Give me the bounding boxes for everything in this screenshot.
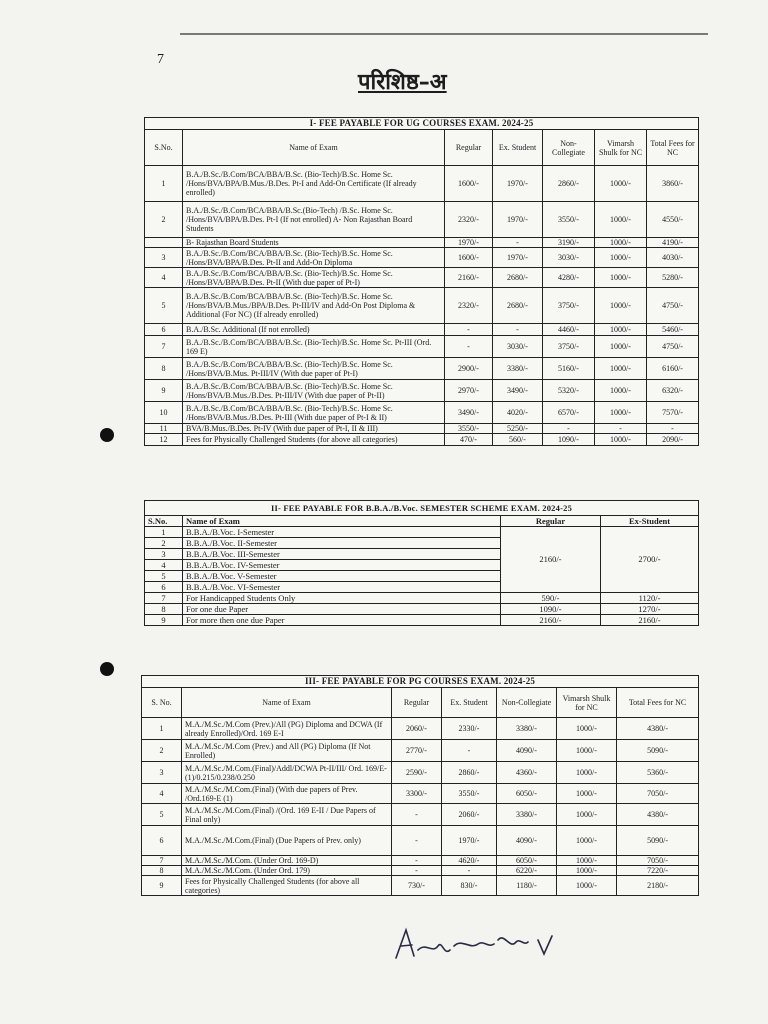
ug-cell: 1600/-	[445, 166, 493, 202]
ug-cell: 1970/-	[445, 238, 493, 248]
ug-cell: 3	[145, 248, 183, 268]
pg-cell: 1000/-	[557, 740, 617, 762]
bba-sno-cell: 2	[145, 538, 183, 549]
pg-cell: M.A./M.Sc./M.Com. (Under Ord. 179)	[182, 866, 392, 876]
ug-table-row	[145, 324, 699, 336]
ug-cell: B.A./B.Sc./B.Com/BCA/BBA/B.Sc. (Bio-Tech)/B.Sc. Home Sc. Pt-III (Ord. 169 E)	[183, 336, 445, 358]
punch-hole-2	[100, 662, 114, 676]
pg-table-row	[142, 718, 699, 740]
ug-cell: 1000/-	[595, 336, 647, 358]
pg-cell: 6050/-	[497, 856, 557, 866]
ug-cell: 6320/-	[647, 380, 699, 402]
ug-cell: 4750/-	[647, 336, 699, 358]
pg-cell: 3380/-	[497, 804, 557, 826]
pg-cell: 1000/-	[557, 718, 617, 740]
pg-cell: 7	[142, 856, 182, 866]
ug-cell: -	[647, 424, 699, 434]
ug-cell: BVA/B.Mus./B.Des. Pt-IV (With due paper of Pt-I, II & III)	[183, 424, 445, 434]
pg-cell: 1970/-	[442, 826, 497, 856]
pg-cell: 1000/-	[557, 876, 617, 896]
pg-cell: 7050/-	[617, 856, 699, 866]
pg-cell: 4	[142, 784, 182, 804]
bba-semester-ex: 2700/-	[601, 527, 699, 593]
pg-table-row	[142, 856, 699, 866]
ug-cell: 3750/-	[543, 336, 595, 358]
ug-cell: B.A./B.Sc./B.Com/BCA/BBA/B.Sc.(Bio-Tech) /B.Sc. Home Sc. /Hons/BVA/BPA/B.Des. Pt-I (If not enrolled) A- Non Rajasthan Board Students	[183, 202, 445, 238]
pg-table-row	[142, 826, 699, 856]
ug-cell: 1000/-	[595, 238, 647, 248]
ug-header-cell: Total Fees for NC	[647, 130, 699, 166]
pg-header-cell: Vimarsh Shulk for NC	[557, 688, 617, 718]
pg-cell: 2180/-	[617, 876, 699, 896]
pg-cell: 3300/-	[392, 784, 442, 804]
bba-sno-cell: 1	[145, 527, 183, 538]
ug-cell: B.A./B.Sc./B.Com/BCA/BBA/B.Sc. (Bio-Tech)/B.Sc. Home Sc. /Hons/BVA/BPA/B.Des. Pt-II (With due paper of Pt-I)	[183, 268, 445, 288]
pg-cell: 9	[142, 876, 182, 896]
bba-header-ex: Ex-Student	[601, 516, 699, 527]
ug-table-row	[145, 424, 699, 434]
ug-cell: 4550/-	[647, 202, 699, 238]
ug-cell: 9	[145, 380, 183, 402]
ug-cell: 1000/-	[595, 402, 647, 424]
bba-sno-cell: 3	[145, 549, 183, 560]
ug-header-cell: Non-Collegiate	[543, 130, 595, 166]
bba-header-name: Name of Exam	[183, 516, 501, 527]
pg-cell: 1000/-	[557, 784, 617, 804]
pg-cell: 7050/-	[617, 784, 699, 804]
ug-cell: 6160/-	[647, 358, 699, 380]
ug-cell: 7	[145, 336, 183, 358]
ug-cell: 2900/-	[445, 358, 493, 380]
ug-cell: 5460/-	[647, 324, 699, 336]
ug-table-row	[145, 402, 699, 424]
bba-sno-cell: 6	[145, 582, 183, 593]
ug-cell: 2970/-	[445, 380, 493, 402]
ug-cell: 1000/-	[595, 324, 647, 336]
ug-cell: -	[493, 238, 543, 248]
ug-cell: B.A./B.Sc./B.Com/BCA/BBA/B.Sc. (Bio-Tech)/B.Sc. Home Sc. /Hons/BVA/B.Mus./B.Des. Pt-III/IV (With due paper of Pt-II)	[183, 380, 445, 402]
ug-table-title: I- FEE PAYABLE FOR UG COURSES EXAM. 2024-25	[145, 118, 699, 130]
ug-cell: B.A./B.Sc./B.Com/BCA/BBA/B.Sc. (Bio-Tech)/B.Sc. Home Sc. /Hons/BVA/BPA/B.Mus./B.Des. Pt-I and Add-On Certificate (If already enrolled)	[183, 166, 445, 202]
ug-table-row	[145, 238, 699, 248]
bba-header-regular: Regular	[501, 516, 601, 527]
pg-cell: 2	[142, 740, 182, 762]
ug-cell	[145, 238, 183, 248]
ug-cell: 1600/-	[445, 248, 493, 268]
pg-cell: 2060/-	[442, 804, 497, 826]
bba-cell: 1090/-	[501, 604, 601, 615]
pg-cell: 6050/-	[497, 784, 557, 804]
bba-name-cell: B.B.A./B.Voc. II-Semester	[183, 538, 501, 549]
ug-cell: 10	[145, 402, 183, 424]
pg-cell: 1000/-	[557, 826, 617, 856]
ug-cell: B.A./B.Sc./B.Com/BCA/BBA/B.Sc. (Bio-Tech)/B.Sc. Home Sc. /Hons/BVA/B.Mus./B.Des. Pt-III (With due paper of Pt-I & II)	[183, 402, 445, 424]
pg-cell: 5090/-	[617, 826, 699, 856]
pg-cell: Fees for Physically Challenged Students (for above all categories)	[182, 876, 392, 896]
ug-cell: 5320/-	[543, 380, 595, 402]
pg-cell: 2590/-	[392, 762, 442, 784]
ug-cell: 1000/-	[595, 248, 647, 268]
bba-name-cell: B.B.A./B.Voc. V-Semester	[183, 571, 501, 582]
ug-cell: 4020/-	[493, 402, 543, 424]
pg-cell: 8	[142, 866, 182, 876]
pg-cell: 1000/-	[557, 804, 617, 826]
pg-header-cell: Name of Exam	[182, 688, 392, 718]
pg-cell: 3550/-	[442, 784, 497, 804]
ug-cell: 4750/-	[647, 288, 699, 324]
ug-cell: 3190/-	[543, 238, 595, 248]
ug-cell: 3030/-	[543, 248, 595, 268]
pg-cell: 2060/-	[392, 718, 442, 740]
pg-cell: 1000/-	[557, 866, 617, 876]
ug-table-row	[145, 434, 699, 446]
ug-cell: 1000/-	[595, 166, 647, 202]
pg-cell: 730/-	[392, 876, 442, 896]
ug-cell: 6570/-	[543, 402, 595, 424]
pg-header-cell: S. No.	[142, 688, 182, 718]
ug-header-cell: S.No.	[145, 130, 183, 166]
ug-cell: 560/-	[493, 434, 543, 446]
ug-cell: 1000/-	[595, 288, 647, 324]
pg-cell: 4620/-	[442, 856, 497, 866]
pg-header-cell: Ex. Student	[442, 688, 497, 718]
bba-name-cell: B.B.A./B.Voc. III-Semester	[183, 549, 501, 560]
bba-cell: 2160/-	[501, 615, 601, 626]
ug-cell: 5160/-	[543, 358, 595, 380]
pg-cell: M.A./M.Sc./M.Com (Prev.) and All (PG) Diploma (If Not Enrolled)	[182, 740, 392, 762]
pg-cell: 3	[142, 762, 182, 784]
bba-table-row	[145, 615, 699, 626]
pg-cell: -	[442, 866, 497, 876]
ug-cell: 1000/-	[595, 380, 647, 402]
pg-cell: 6	[142, 826, 182, 856]
ug-cell: 1970/-	[493, 202, 543, 238]
ug-cell: 3490/-	[445, 402, 493, 424]
ug-cell: 5280/-	[647, 268, 699, 288]
signature	[392, 920, 562, 970]
pg-table-row	[142, 784, 699, 804]
ug-table-row	[145, 268, 699, 288]
ug-cell: 3030/-	[493, 336, 543, 358]
ug-cell: 11	[145, 424, 183, 434]
pg-cell: -	[392, 866, 442, 876]
ug-cell: -	[595, 424, 647, 434]
pg-cell: M.A./M.Sc./M.Com. (Under Ord. 169-D)	[182, 856, 392, 866]
ug-header-cell: Ex. Student	[493, 130, 543, 166]
pg-cell: M.A./M.Sc./M.Com (Prev.)/All (PG) Diploma and DCWA (If already Enrolled)/Ord. 169 E-I	[182, 718, 392, 740]
ug-cell: 4280/-	[543, 268, 595, 288]
ug-cell: 4460/-	[543, 324, 595, 336]
pg-header-cell: Total Fees for NC	[617, 688, 699, 718]
pg-cell: -	[392, 804, 442, 826]
ug-cell: 2160/-	[445, 268, 493, 288]
ug-cell: B.A./B.Sc./B.Com/BCA/BBA/B.Sc. (Bio-Tech)/B.Sc. Home Sc. /Hons/BVA/BPA/B.Des. Pt-II and Add-On Diploma	[183, 248, 445, 268]
ug-cell: -	[543, 424, 595, 434]
ug-cell: 4030/-	[647, 248, 699, 268]
pg-cell: 6220/-	[497, 866, 557, 876]
pg-header-cell: Regular	[392, 688, 442, 718]
pg-cell: M.A./M.Sc./M.Com.(Final) (Due Papers of Prev. only)	[182, 826, 392, 856]
ug-cell: 6	[145, 324, 183, 336]
bba-cell: 9	[145, 615, 183, 626]
ug-cell: 3550/-	[543, 202, 595, 238]
ug-cell: 2	[145, 202, 183, 238]
bba-fee-table	[144, 500, 699, 626]
ug-table-row	[145, 288, 699, 324]
pg-table-title: III- FEE PAYABLE FOR PG COURSES EXAM. 2024-25	[142, 676, 699, 688]
ug-cell: 1970/-	[493, 248, 543, 268]
bba-table-row	[145, 527, 699, 538]
ug-cell: -	[445, 324, 493, 336]
pg-cell: 2330/-	[442, 718, 497, 740]
ug-header-cell: Name of Exam	[183, 130, 445, 166]
bba-cell: For more then one due Paper	[183, 615, 501, 626]
pg-cell: 830/-	[442, 876, 497, 896]
pg-cell: 5360/-	[617, 762, 699, 784]
pg-cell: M.A./M.Sc./M.Com.(Final)/Addl/DCWA Pt-II/III/ Ord. 169/E-(1)/0.215/0.238/0.250	[182, 762, 392, 784]
ug-cell: 1000/-	[595, 202, 647, 238]
ug-cell: 3750/-	[543, 288, 595, 324]
ug-cell: -	[445, 336, 493, 358]
bba-semester-regular: 2160/-	[501, 527, 601, 593]
bba-name-cell: B.B.A./B.Voc. IV-Semester	[183, 560, 501, 571]
ug-cell: 2320/-	[445, 288, 493, 324]
bba-table-title: II- FEE PAYABLE FOR B.B.A./B.Voc. SEMESTER SCHEME EXAM. 2024-25	[145, 501, 699, 516]
ug-cell: 1000/-	[595, 358, 647, 380]
ug-fee-table	[144, 117, 699, 446]
pg-cell: 4380/-	[617, 804, 699, 826]
pg-cell: 1000/-	[557, 762, 617, 784]
ug-cell: 2680/-	[493, 268, 543, 288]
ug-cell: 3490/-	[493, 380, 543, 402]
pg-cell: 5090/-	[617, 740, 699, 762]
ug-cell: 3860/-	[647, 166, 699, 202]
ug-cell: 4190/-	[647, 238, 699, 248]
ug-cell: 1970/-	[493, 166, 543, 202]
ug-cell: 470/-	[445, 434, 493, 446]
ug-cell: -	[493, 324, 543, 336]
pg-cell: 1180/-	[497, 876, 557, 896]
ug-cell: 2090/-	[647, 434, 699, 446]
ug-cell: 1090/-	[543, 434, 595, 446]
pg-table-row	[142, 876, 699, 896]
ug-cell: 3380/-	[493, 358, 543, 380]
ug-table-row	[145, 166, 699, 202]
bba-table-row	[145, 593, 699, 604]
punch-hole-1	[100, 428, 114, 442]
pg-cell: 4090/-	[497, 826, 557, 856]
ug-header-cell: Regular	[445, 130, 493, 166]
bba-name-cell: B.B.A./B.Voc. I-Semester	[183, 527, 501, 538]
bba-table-row	[145, 604, 699, 615]
pg-header-cell: Non-Collegiate	[497, 688, 557, 718]
pg-cell: 4090/-	[497, 740, 557, 762]
pg-table-row	[142, 866, 699, 876]
ug-cell: 5	[145, 288, 183, 324]
bba-cell: 590/-	[501, 593, 601, 604]
pg-cell: -	[442, 740, 497, 762]
bba-cell: 2160/-	[601, 615, 699, 626]
bba-cell: 1270/-	[601, 604, 699, 615]
pg-cell: 1000/-	[557, 856, 617, 866]
page-mark: 7	[157, 52, 164, 67]
ug-cell: 2680/-	[493, 288, 543, 324]
ug-cell: 4	[145, 268, 183, 288]
ug-cell: 1000/-	[595, 268, 647, 288]
ug-cell: B.A./B.Sc. Additional (If not enrolled)	[183, 324, 445, 336]
pg-cell: 7220/-	[617, 866, 699, 876]
ug-cell: 1	[145, 166, 183, 202]
bba-cell: For Handicapped Students Only	[183, 593, 501, 604]
pg-table-row	[142, 762, 699, 784]
page-heading: परिशिष्ठ–अ	[358, 70, 447, 95]
bba-cell: 7	[145, 593, 183, 604]
pg-cell: 3380/-	[497, 718, 557, 740]
ug-table-row	[145, 202, 699, 238]
ug-cell: 2860/-	[543, 166, 595, 202]
ug-cell: Fees for Physically Challenged Students (for above all categories)	[183, 434, 445, 446]
pg-cell: 5	[142, 804, 182, 826]
ug-table-row	[145, 336, 699, 358]
ug-cell: B- Rajasthan Board Students	[183, 238, 445, 248]
pg-cell: -	[392, 826, 442, 856]
bba-header-sno: S.No.	[145, 516, 183, 527]
pg-cell: 1	[142, 718, 182, 740]
pg-cell: M.A./M.Sc./M.Com.(Final) (With due papers of Prev. /Ord.169-E (1)	[182, 784, 392, 804]
scan-line	[180, 33, 708, 35]
pg-cell: 2770/-	[392, 740, 442, 762]
pg-cell: 4360/-	[497, 762, 557, 784]
bba-sno-cell: 4	[145, 560, 183, 571]
pg-cell: 4380/-	[617, 718, 699, 740]
ug-cell: 8	[145, 358, 183, 380]
ug-cell: 2320/-	[445, 202, 493, 238]
ug-table-row	[145, 358, 699, 380]
ug-cell: 3550/-	[445, 424, 493, 434]
pg-fee-table	[141, 675, 699, 896]
ug-table-row	[145, 248, 699, 268]
bba-cell: 1120/-	[601, 593, 699, 604]
ug-cell: 12	[145, 434, 183, 446]
pg-cell: M.A./M.Sc./M.Com.(Final) /(Ord. 169 E-II / Due Papers of Final only)	[182, 804, 392, 826]
ug-cell: 1000/-	[595, 434, 647, 446]
bba-name-cell: B.B.A./B.Voc. VI-Semester	[183, 582, 501, 593]
ug-cell: B.A./B.Sc./B.Com/BCA/BBA/B.Sc. (Bio-Tech)/B.Sc. Home Sc. /Hons/BVA/B.Mus./BPA/B.Des. Pt-III/IV and Add-On Post Diploma & Additional (For NC) (If already enrolled)	[183, 288, 445, 324]
pg-cell: -	[392, 856, 442, 866]
ug-header-cell: Vimarsh Shulk for NC	[595, 130, 647, 166]
ug-cell: B.A./B.Sc./B.Com/BCA/BBA/B.Sc. (Bio-Tech)/B.Sc. Home Sc. /Hons/BVA/B.Mus. Pt-III/IV (With due paper of Pt-I)	[183, 358, 445, 380]
bba-cell: For one due Paper	[183, 604, 501, 615]
pg-table-row	[142, 740, 699, 762]
pg-table-row	[142, 804, 699, 826]
bba-sno-cell: 5	[145, 571, 183, 582]
bba-cell: 8	[145, 604, 183, 615]
ug-table-row	[145, 380, 699, 402]
pg-cell: 2860/-	[442, 762, 497, 784]
ug-cell: 5250/-	[493, 424, 543, 434]
ug-cell: 7570/-	[647, 402, 699, 424]
